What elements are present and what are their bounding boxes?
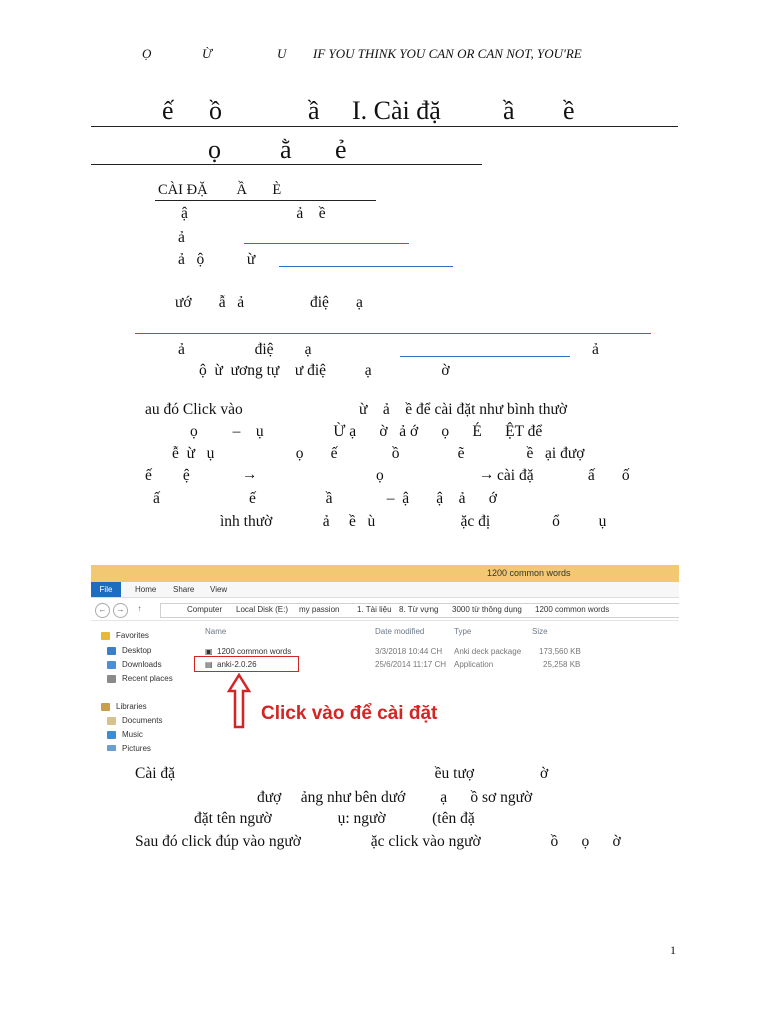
link-underline[interactable] bbox=[135, 333, 651, 334]
section-line: ậ ả ề bbox=[181, 205, 326, 222]
file-type: Application bbox=[454, 660, 494, 669]
sidebar-item-recent-places[interactable]: Recent places bbox=[109, 674, 173, 683]
sidebar-item-libraries[interactable]: Libraries bbox=[103, 702, 147, 711]
file-date: 3/3/2018 10:44 CH bbox=[375, 647, 443, 656]
paragraph-line: ễ ừ ụ ọ ế ồ ẽ ề ại đượ bbox=[172, 445, 585, 462]
column-header-type[interactable]: Type bbox=[454, 627, 472, 636]
file-name: 1200 common words bbox=[217, 647, 292, 656]
paragraph-line: Cài đặ ều tượ ờ bbox=[135, 765, 549, 782]
title-fragment: ế bbox=[162, 96, 174, 125]
column-header-name[interactable]: Name bbox=[205, 627, 227, 636]
explorer-address-row bbox=[91, 598, 679, 621]
sidebar-item-documents[interactable]: Documents bbox=[109, 716, 162, 725]
download-icon bbox=[107, 661, 116, 669]
title-fragment: ằ bbox=[280, 135, 292, 164]
link-underline[interactable] bbox=[244, 243, 409, 244]
breadcrumb-item[interactable]: Computer bbox=[187, 605, 223, 614]
callout-text: Click vào để cài đặt bbox=[261, 703, 438, 724]
section-line: ộ ừ ương tự ư điệ ạ ờ bbox=[199, 362, 450, 379]
breadcrumb-item[interactable]: 8. Từ vựng bbox=[399, 605, 439, 614]
paragraph-line: ọ – ụ Ừ ạ ờ ả ớ ọ É ỆT để bbox=[190, 423, 543, 440]
title-underline bbox=[91, 164, 482, 165]
arrow-glyph: → bbox=[479, 466, 495, 483]
paragraph-line: đặt tên ngườ ụ: ngườ (tên đặ bbox=[194, 810, 475, 827]
paragraph-line: ọ bbox=[376, 467, 384, 484]
document-icon bbox=[107, 717, 116, 725]
sidebar-item-downloads[interactable]: Downloads bbox=[109, 660, 162, 669]
header-fragment: Ừ bbox=[202, 46, 212, 61]
page-number: 1 bbox=[670, 943, 676, 957]
paragraph-line: ình thườ ả ề ù ặc đị ổ ụ bbox=[220, 513, 607, 530]
sidebar-item-music[interactable]: Music bbox=[109, 730, 143, 739]
link-underline[interactable] bbox=[400, 356, 570, 357]
link-underline[interactable] bbox=[279, 266, 453, 267]
star-icon bbox=[101, 632, 110, 640]
title-fragment: ọ bbox=[208, 135, 221, 164]
column-header-size[interactable]: Size bbox=[532, 627, 548, 636]
section-line: ướ ẫ ả điệ ạ bbox=[175, 294, 363, 311]
title-fragment: ầ bbox=[308, 96, 320, 125]
breadcrumb-item[interactable]: 1. Tài liệu bbox=[357, 605, 392, 614]
file-type: Anki deck package bbox=[454, 647, 522, 656]
ribbon-tab-home[interactable]: Home bbox=[135, 585, 157, 594]
explorer-titlebar bbox=[91, 565, 679, 583]
explorer-window-title: 1200 common words bbox=[487, 568, 571, 578]
title-fragment: ẻ bbox=[335, 135, 347, 164]
breadcrumb-item[interactable]: Local Disk (E:) bbox=[236, 605, 289, 614]
forward-arrow-icon[interactable]: → bbox=[113, 603, 128, 618]
sidebar-item-pictures[interactable]: Pictures bbox=[109, 744, 151, 751]
library-icon bbox=[101, 703, 110, 711]
title-fragment: ầ bbox=[503, 96, 515, 125]
sidebar-item-favorites[interactable]: Favorites bbox=[103, 631, 149, 640]
title-fragment: ồ bbox=[209, 96, 222, 125]
header-fragment: U bbox=[277, 46, 287, 61]
header-quote: IF YOU THINK YOU CAN OR CAN NOT, YOU'RE bbox=[313, 46, 582, 61]
desktop-icon bbox=[107, 647, 116, 655]
title-fragment: ề bbox=[563, 96, 575, 125]
breadcrumb-item[interactable]: 1200 common words bbox=[535, 605, 610, 614]
back-arrow-icon[interactable]: ← bbox=[95, 603, 110, 618]
highlight-box bbox=[194, 656, 299, 672]
up-arrow-callout-icon bbox=[227, 673, 251, 729]
anki-package-icon: ▣ bbox=[205, 647, 213, 656]
music-icon bbox=[107, 731, 116, 739]
paragraph-line: đượ ảng như bên dướ ạ ồ sơ ngườ bbox=[257, 789, 533, 806]
paragraph-line: au đó Click vào ừ ả ề để cài đặt như bình thườ bbox=[145, 401, 568, 418]
explorer-screenshot bbox=[91, 565, 679, 751]
application-icon: ▤ bbox=[205, 660, 213, 669]
paragraph-line: cài đặ ấ ố bbox=[497, 467, 630, 484]
ribbon-tab-share[interactable]: Share bbox=[173, 585, 195, 594]
column-header-date[interactable]: Date modified bbox=[375, 627, 425, 636]
section-line: ả bbox=[178, 229, 185, 246]
section-heading: CÀI ĐẶ Ầ È bbox=[158, 182, 282, 198]
file-size: 173,560 KB bbox=[539, 647, 581, 656]
ribbon-tab-view[interactable]: View bbox=[210, 585, 228, 594]
paragraph-line: ấ ế ầ – ậ ậ ả ớ bbox=[153, 490, 497, 507]
breadcrumb-item[interactable]: my passion bbox=[299, 605, 340, 614]
ribbon-tab-file[interactable]: File bbox=[91, 582, 121, 597]
title-underline bbox=[91, 126, 678, 127]
recent-places-icon bbox=[107, 675, 116, 683]
sidebar-item-desktop[interactable]: Desktop bbox=[109, 646, 151, 655]
section-line: ả điệ ạ bbox=[178, 341, 312, 358]
section-line: ả ộ ừ bbox=[178, 251, 256, 268]
breadcrumb-item[interactable]: 3000 từ thông dụng bbox=[452, 605, 522, 614]
section-heading-underline bbox=[155, 200, 376, 201]
file-name: anki-2.0.26 bbox=[217, 660, 257, 669]
file-size: 25,258 KB bbox=[543, 660, 581, 669]
up-arrow-icon[interactable]: ↑ bbox=[137, 604, 142, 613]
arrow-glyph: → bbox=[242, 466, 258, 483]
paragraph-line: ế ệ bbox=[145, 467, 190, 484]
paragraph-line: Sau đó click đúp vào ngườ ặc click vào ngườ ồ ọ ờ bbox=[135, 833, 621, 850]
section-line: ả bbox=[592, 341, 599, 358]
pictures-icon bbox=[107, 745, 116, 751]
file-date: 25/6/2014 11:17 CH bbox=[375, 660, 447, 669]
header-fragment: Ọ bbox=[142, 46, 152, 61]
explorer-ribbon bbox=[91, 582, 679, 598]
title-main: I. Cài đặ bbox=[352, 96, 441, 125]
